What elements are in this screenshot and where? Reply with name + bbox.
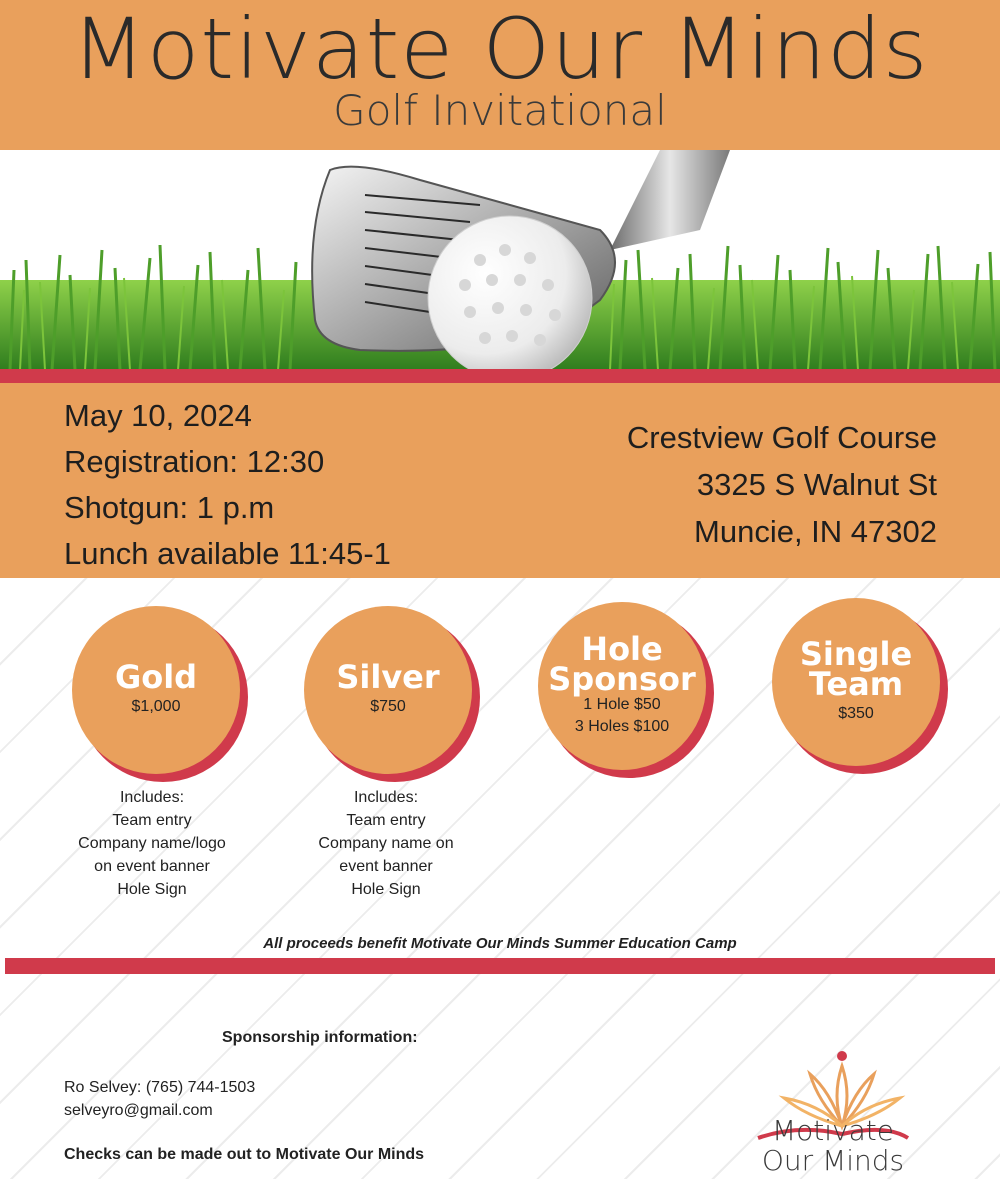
red-divider-top (0, 369, 1000, 383)
includes-line: Company name on (318, 835, 454, 852)
includes-line: event banner (339, 858, 433, 875)
contact-name-phone: Ro Selvey: (765) 744-1503 (64, 1079, 256, 1096)
includes-line: Company name/logo (78, 835, 226, 852)
logo-wordmark (748, 1116, 918, 1176)
event-shotgun: Shotgun: 1 p.m (64, 490, 275, 525)
tier-single-team (772, 598, 948, 774)
tier-name-line1: Single (799, 635, 913, 673)
tier-hole-sponsor (538, 602, 714, 778)
tier-price: $350 (838, 705, 874, 722)
proceeds-note: All proceeds benefit Motivate Our Minds Summer Education Camp (263, 935, 737, 952)
event-lunch: Lunch available 11:45-1 (64, 536, 391, 571)
tier-name-line1: Hole (581, 630, 663, 668)
tier-price-line2: 3 Holes $100 (574, 718, 670, 735)
page-subtitle: Golf Invitational (333, 86, 667, 135)
includes-line: Includes: (119, 789, 185, 806)
red-divider-bottom (5, 958, 995, 974)
tier-name-line2: Sponsor (548, 660, 696, 698)
checks-note: Checks can be made out to Motivate Our Minds (64, 1146, 425, 1163)
tier-gold (72, 606, 248, 782)
header-banner (0, 0, 1000, 150)
tier-price: $750 (370, 698, 406, 715)
event-details (64, 393, 391, 577)
sponsorship-heading: Sponsorship information: (222, 1029, 418, 1046)
golf-scene-illustration (0, 150, 1000, 370)
includes-line: on event banner (94, 858, 210, 875)
event-registration: Registration: 12:30 (64, 444, 325, 479)
contact-info (64, 1076, 255, 1122)
includes-line: Includes: (353, 789, 419, 806)
logo-line2: Our Minds (761, 1144, 905, 1177)
includes-line: Team entry (346, 812, 426, 829)
contact-email: selveyro@gmail.com (64, 1102, 213, 1119)
event-date: May 10, 2024 (64, 398, 252, 433)
tier-name-line2: Team (808, 665, 904, 703)
tier-silver (304, 606, 480, 782)
tier-price: $1,000 (131, 698, 181, 715)
venue-details (627, 414, 937, 555)
logo-line1: Motivate (772, 1114, 894, 1147)
venue-street: 3325 S Walnut St (696, 467, 937, 502)
gold-includes (52, 786, 252, 901)
includes-line: Team entry (112, 812, 192, 829)
tier-price-line1: 1 Hole $50 (583, 696, 661, 713)
includes-line: Hole Sign (117, 881, 187, 898)
tier-name: Silver (336, 658, 440, 696)
venue-city: Muncie, IN 47302 (694, 514, 937, 549)
hero-image (0, 150, 1000, 370)
venue-name: Crestview Golf Course (626, 420, 937, 455)
includes-line: Hole Sign (351, 881, 421, 898)
silver-includes (286, 786, 486, 901)
page-title: Motivate Our Minds (71, 1, 929, 99)
tier-name: Gold (114, 658, 198, 696)
